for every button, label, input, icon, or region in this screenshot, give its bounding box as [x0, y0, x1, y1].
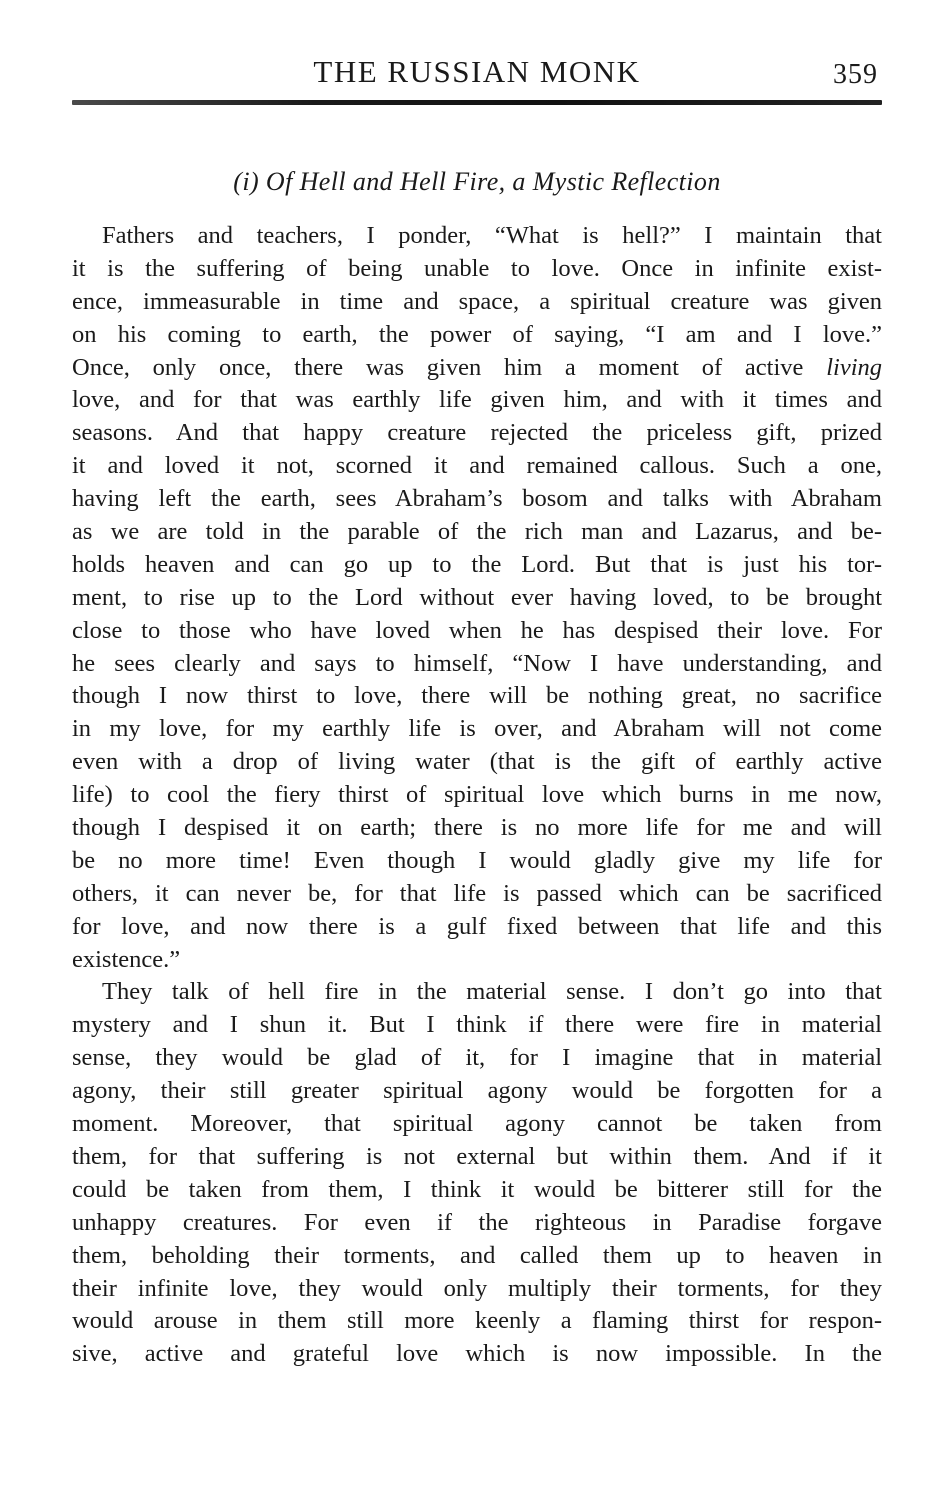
- text-line: ment, to rise up to the Lord without ever having loved, to be brought: [72, 583, 882, 611]
- text-line: sive, active and grateful love which is now impossible. In the: [72, 1340, 882, 1368]
- text-line: would arouse in them still more keenly a flaming thirst for respon-: [72, 1307, 882, 1335]
- text-line: Once, only once, there was given him a moment of active living: [72, 353, 882, 381]
- text-line: moment. Moreover, that spiritual agony cannot be taken from: [72, 1110, 882, 1138]
- text-line: though I despised it on earth; there is no more life for me and will: [72, 814, 882, 842]
- body-text: [72, 220, 882, 1371]
- running-title: THE RUSSIAN MONK: [313, 54, 641, 89]
- header-rule: [72, 100, 882, 105]
- text-line: holds heaven and can go up to the Lord. But that is just his tor-: [72, 550, 882, 578]
- text-line: though I now thirst to love, there will be nothing great, no sacrifice: [72, 682, 882, 710]
- text-line: having left the earth, sees Abraham’s bosom and talks with Abraham: [72, 485, 882, 513]
- text-line: their infinite love, they would only multiply their torments, for they: [72, 1274, 882, 1302]
- text-line: could be taken from them, I think it would be bitterer still for the: [72, 1175, 882, 1203]
- text-line: be no more time! Even though I would gladly give my life for: [72, 846, 882, 874]
- text-line: mystery and I shun it. But I think if there were fire in material: [72, 1011, 882, 1039]
- text-line: them, for that suffering is not external but within them. And if it: [72, 1142, 882, 1170]
- text-line: They talk of hell fire in the material sense. I don’t go into that: [102, 978, 882, 1006]
- text-line: he sees clearly and says to himself, “Now I have understanding, and: [72, 649, 882, 677]
- text-line: existence.”: [72, 945, 181, 973]
- text-line: close to those who have loved when he has despised their love. For: [72, 616, 882, 644]
- text-line: as we are told in the parable of the rich man and Lazarus, and be-: [72, 518, 882, 546]
- text-line: sense, they would be glad of it, for I imagine that in material: [72, 1044, 882, 1072]
- text-line: it is the suffering of being unable to love. Once in infinite exist-: [72, 254, 882, 282]
- text-line: Fathers and teachers, I ponder, “What is hell?” I maintain that: [102, 222, 882, 249]
- text-line: on his coming to earth, the power of saying, “I am and I love.”: [72, 320, 882, 348]
- text-line: them, beholding their torments, and called them up to heaven in: [72, 1241, 882, 1269]
- text-line: unhappy creatures. For even if the righteous in Paradise forgave: [72, 1208, 882, 1236]
- text-line: it and loved it not, scorned it and remained callous. Such a one,: [72, 452, 882, 480]
- running-head: [72, 52, 882, 92]
- text-line: in my love, for my earthly life is over, and Abraham will not come: [72, 715, 882, 743]
- text-line: even with a drop of living water (that is the gift of earthly active: [72, 748, 882, 776]
- text-line: agony, their still greater spiritual agony would be forgotten for a: [72, 1077, 882, 1105]
- text-line: seasons. And that happy creature rejected the priceless gift, prized: [72, 419, 882, 447]
- section-heading: (i) Of Hell and Hell Fire, a Mystic Reflection: [233, 167, 721, 196]
- text-line: life) to cool the fiery thirst of spiritual love which burns in me now,: [72, 781, 882, 809]
- text-line: ence, immeasurable in time and space, a spiritual creature was given: [72, 287, 882, 315]
- text-line: for love, and now there is a gulf fixed between that life and this: [72, 912, 882, 940]
- page-number: 359: [833, 59, 878, 90]
- text-line: others, it can never be, for that life is passed which can be sacrificed: [72, 879, 882, 907]
- text-line: love, and for that was earthly life given him, and with it times and: [72, 386, 882, 414]
